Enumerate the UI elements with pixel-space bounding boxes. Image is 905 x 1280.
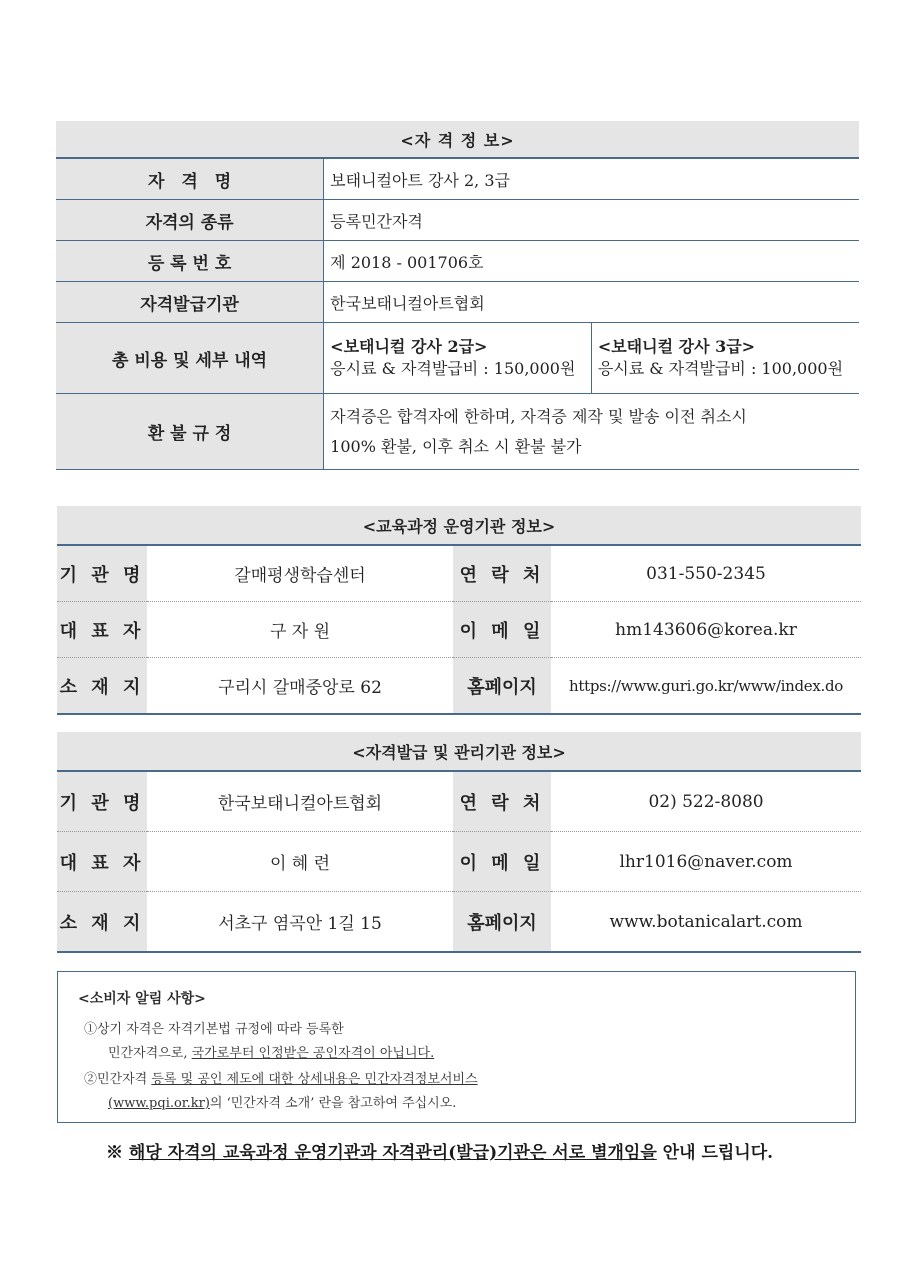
issuer-label: 자격발급기관 — [56, 282, 324, 323]
qualification-table — [56, 121, 859, 470]
iss-home-label: 홈페이지 — [453, 892, 551, 953]
iss-home-link[interactable]: www.botanicalart.com — [551, 892, 861, 953]
edu-email-label: 이 메 일 — [453, 602, 551, 658]
fee-grade3-detail: 응시료 & 자격발급비 : 100,000원 — [597, 359, 844, 378]
iss-email-value: lhr1016@naver.com — [551, 832, 861, 892]
fee-grade3-title: <보태니컬 강사 3급> — [597, 337, 756, 356]
edu-addr-value: 구리시 갈매중앙로 62 — [147, 658, 453, 715]
issuing-org-table — [57, 732, 861, 953]
qualification-type-label: 자격의 종류 — [56, 200, 324, 241]
iss-contact-label: 연 락 처 — [453, 771, 551, 832]
iss-rep-label: 대 표 자 — [57, 832, 147, 892]
iss-name-label: 기 관 명 — [57, 771, 147, 832]
edu-home-label: 홈페이지 — [453, 658, 551, 715]
fee-grade2-detail: 응시료 & 자격발급비 : 150,000원 — [330, 359, 576, 378]
notice-item-2-tail: 의 ‘민간자격 소개’ 란을 참고하여 주십시오. — [209, 1096, 457, 1111]
edu-email-value: hm143606@korea.kr — [551, 602, 861, 658]
notice-item-2-plain: ②민간자격 — [84, 1072, 152, 1087]
education-org-table — [57, 506, 861, 715]
iss-rep-value: 이 혜 련 — [147, 832, 453, 892]
footer-mark: ※ — [106, 1143, 129, 1163]
refund-line-2: 100% 환불, 이후 취소 시 환불 불가 — [330, 436, 582, 456]
fee-grade2-title: <보태니컬 강사 2급> — [330, 337, 488, 356]
iss-contact-value: 02) 522-8080 — [551, 771, 861, 832]
notice-item-1-underlined: 국가로부터 인정받은 공인자격이 아닙니다. — [191, 1046, 435, 1061]
refund-label: 환 불 규 정 — [56, 394, 324, 470]
edu-name-value: 갈매평생학습센터 — [147, 545, 453, 602]
education-org-header: <교육과정 운영기관 정보> — [57, 506, 861, 545]
notice-item-2-line-2 — [108, 1092, 456, 1111]
footer-underlined: 해당 자격의 교육과정 운영기관과 자격관리(발급)기관은 서로 별개임을 — [128, 1143, 657, 1163]
refund-value — [324, 394, 859, 470]
edu-home-link[interactable]: https://www.guri.go.kr/www/index.do — [551, 658, 861, 715]
footer-tail: 안내 드립니다. — [656, 1143, 774, 1163]
consumer-notice-box — [57, 971, 856, 1123]
issuing-org-header: <자격발급 및 관리기관 정보> — [57, 732, 861, 771]
edu-name-label: 기 관 명 — [57, 545, 147, 602]
edu-rep-value: 구 자 원 — [147, 602, 453, 658]
notice-item-2-line-1 — [84, 1068, 478, 1087]
refund-line-1: 자격증은 합격자에 한하며, 자격증 제작 및 발송 이전 취소시 — [330, 406, 747, 426]
notice-item-1-plain: 민간자격으로, — [108, 1046, 192, 1061]
notice-item-1-line-1: ①상기 자격은 자격기본법 규정에 따라 등록한 — [84, 1022, 344, 1037]
iss-addr-value: 서초구 염곡안 1길 15 — [147, 892, 453, 953]
qualification-header: <자 격 정 보> — [56, 121, 859, 158]
registration-number-value: 제 2018 - 001706호 — [324, 241, 859, 282]
notice-title: <소비자 알림 사항> — [78, 991, 206, 1007]
pqi-link[interactable]: (www.pqi.or.kr) — [108, 1096, 210, 1111]
registration-number-label: 등 록 번 호 — [56, 241, 324, 282]
notice-item-1-line-2 — [108, 1042, 434, 1061]
edu-contact-value: 031-550-2345 — [551, 545, 861, 602]
edu-addr-label: 소 재 지 — [57, 658, 147, 715]
qualification-name-value: 보태니컬아트 강사 2, 3급 — [324, 158, 859, 200]
fee-grade2 — [324, 323, 592, 394]
iss-name-value: 한국보태니컬아트협회 — [147, 771, 453, 832]
edu-contact-label: 연 락 처 — [453, 545, 551, 602]
qualification-type-value: 등록민간자격 — [324, 200, 859, 241]
fee-label: 총 비용 및 세부 내역 — [56, 323, 324, 394]
issuer-value: 한국보태니컬아트협회 — [324, 282, 859, 323]
fee-grade3 — [591, 323, 859, 394]
edu-rep-label: 대 표 자 — [57, 602, 147, 658]
notice-item-2-underlined: 등록 및 공인 제도에 대한 상세내용은 민간자격정보서비스 — [151, 1072, 478, 1087]
iss-addr-label: 소 재 지 — [57, 892, 147, 953]
footer-note — [106, 1138, 773, 1163]
iss-email-label: 이 메 일 — [453, 832, 551, 892]
qualification-name-label: 자 격 명 — [56, 158, 324, 200]
